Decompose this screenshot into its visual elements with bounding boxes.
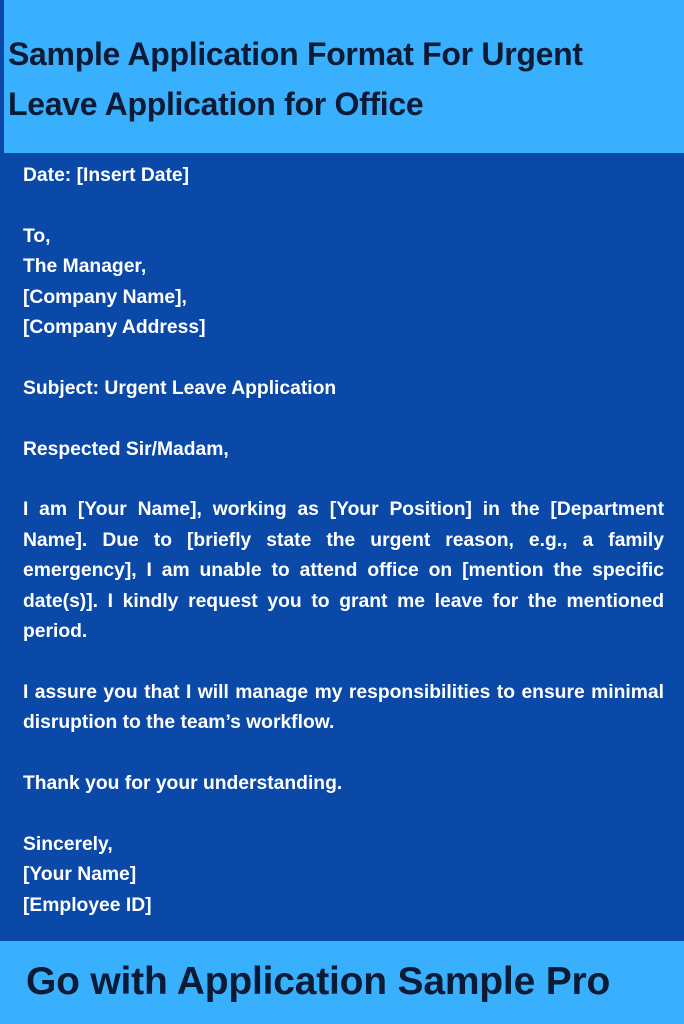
sender-employee-id: [Employee ID] — [23, 894, 152, 916]
footer-tagline: Go with Application Sample Pro — [26, 960, 611, 1003]
recipient-block — [23, 222, 664, 344]
recipient-title: The Manager, — [23, 256, 147, 278]
signature-block — [23, 830, 664, 921]
page-header — [0, 0, 684, 153]
letter-panel — [0, 153, 684, 941]
letter-date: Date: [Insert Date] — [23, 165, 190, 186]
letter-body-paragraph-2: I assure you that I will manage my responsibilities to ensure minimal disruption to the team’s workflow. — [23, 681, 664, 734]
letter-body — [23, 161, 664, 921]
page-title: Sample Application Format For Urgent Leave Application for Office — [8, 36, 583, 122]
letter-thanks: Thank you for your understanding. — [23, 773, 343, 795]
page-footer — [0, 941, 684, 1024]
recipient-company-name: [Company Name], — [23, 286, 187, 308]
recipient-company-address: [Company Address] — [23, 317, 206, 339]
letter-body-paragraph-1: I am [Your Name], working as [Your Position] in the [Department Name]. Due to [briefly state the urgent reason, e.g., a family emergency], I am unable to attend office on [mention the specific date(s)]. I kindly request you to grant me leave for the mentioned period. — [23, 499, 664, 643]
letter-salutation: Respected Sir/Madam, — [23, 438, 229, 460]
letter-closing: Sincerely, — [23, 833, 113, 855]
letter-subject: Subject: Urgent Leave Application — [23, 377, 337, 399]
sender-name: [Your Name] — [23, 864, 137, 886]
recipient-to: To, — [23, 225, 51, 247]
